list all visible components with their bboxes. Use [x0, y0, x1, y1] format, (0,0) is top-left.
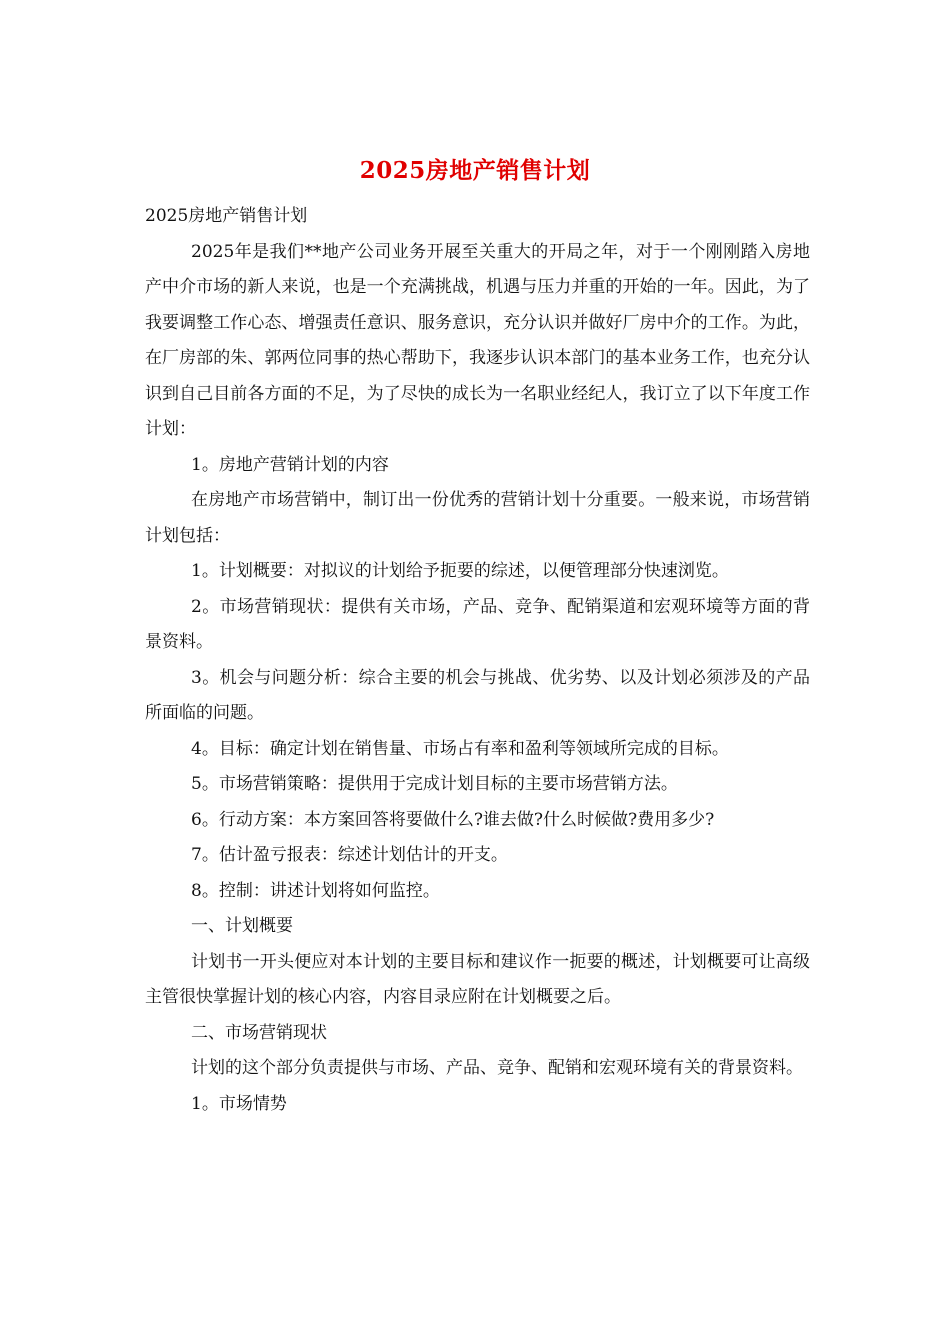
section-heading: 一、计划概要: [191, 916, 293, 936]
section-heading: 1。房地产营销计划的内容: [191, 454, 389, 475]
section-heading: 二、市场营销现状: [191, 1022, 327, 1043]
list-item: 4。目标：确定计划在销售量、市场占有率和盈利等领域所完成的目标。: [191, 738, 729, 759]
list-item: 6。行动方案：本方案回答将要做什么?谁去做?什么时候做?费用多少?: [191, 809, 715, 830]
body-paragraph: 在房地产市场营销中，制订出一份优秀的营销计划十分重要。一般来说，市场营销计划包括：: [145, 490, 810, 546]
section-heading: 1。市场情势: [191, 1093, 287, 1114]
intro-paragraph: 2025年是我们**地产公司业务开展至关重大的开局之年，对于一个刚刚踏入房地产中介市场的新人来说，也是一个充满挑战，机遇与压力并重的开始的一年。因此，为了我要调整工作心态、增强责任意识、服务意识，充分认识并做好厂房中介的工作。为此，在厂房部的朱、郭两位同事的热心帮助下，我逐步认识本部门的基本业务工作，也充分认识到自己目前各方面的不足，为了尽快的成长为一名职业经纪人，我订立了以下年度工作计划：: [145, 241, 810, 439]
document-title: 2025房地产销售计划: [359, 157, 591, 184]
list-item: 5。市场营销策略：提供用于完成计划目标的主要市场营销方法。: [191, 774, 678, 794]
list-item: 2。市场营销现状：提供有关市场，产品、竞争、配销渠道和宏观环境等方面的背景资料。: [145, 596, 810, 652]
body-paragraph: 计划书一开头便应对本计划的主要目标和建议作一扼要的概述，计划概要可让高级主管很快掌握计划的核心内容，内容目录应附在计划概要之后。: [145, 951, 810, 1007]
document-body: [145, 199, 810, 1122]
list-item: 3。机会与问题分析：综合主要的机会与挑战、优劣势、以及计划必须涉及的产品所面临的问题。: [145, 667, 810, 723]
list-item: 7。估计盈亏报表：综述计划估计的开支。: [191, 845, 508, 865]
body-paragraph: 计划的这个部分负责提供与市场、产品、竞争、配销和宏观环境有关的背景资料。: [191, 1058, 803, 1078]
subtitle-paragraph: 2025房地产销售计划: [145, 206, 308, 226]
list-item: 1。计划概要：对拟议的计划给予扼要的综述，以便管理部分快速浏览。: [191, 561, 729, 581]
list-item: 8。控制：讲述计划将如何监控。: [191, 880, 440, 901]
